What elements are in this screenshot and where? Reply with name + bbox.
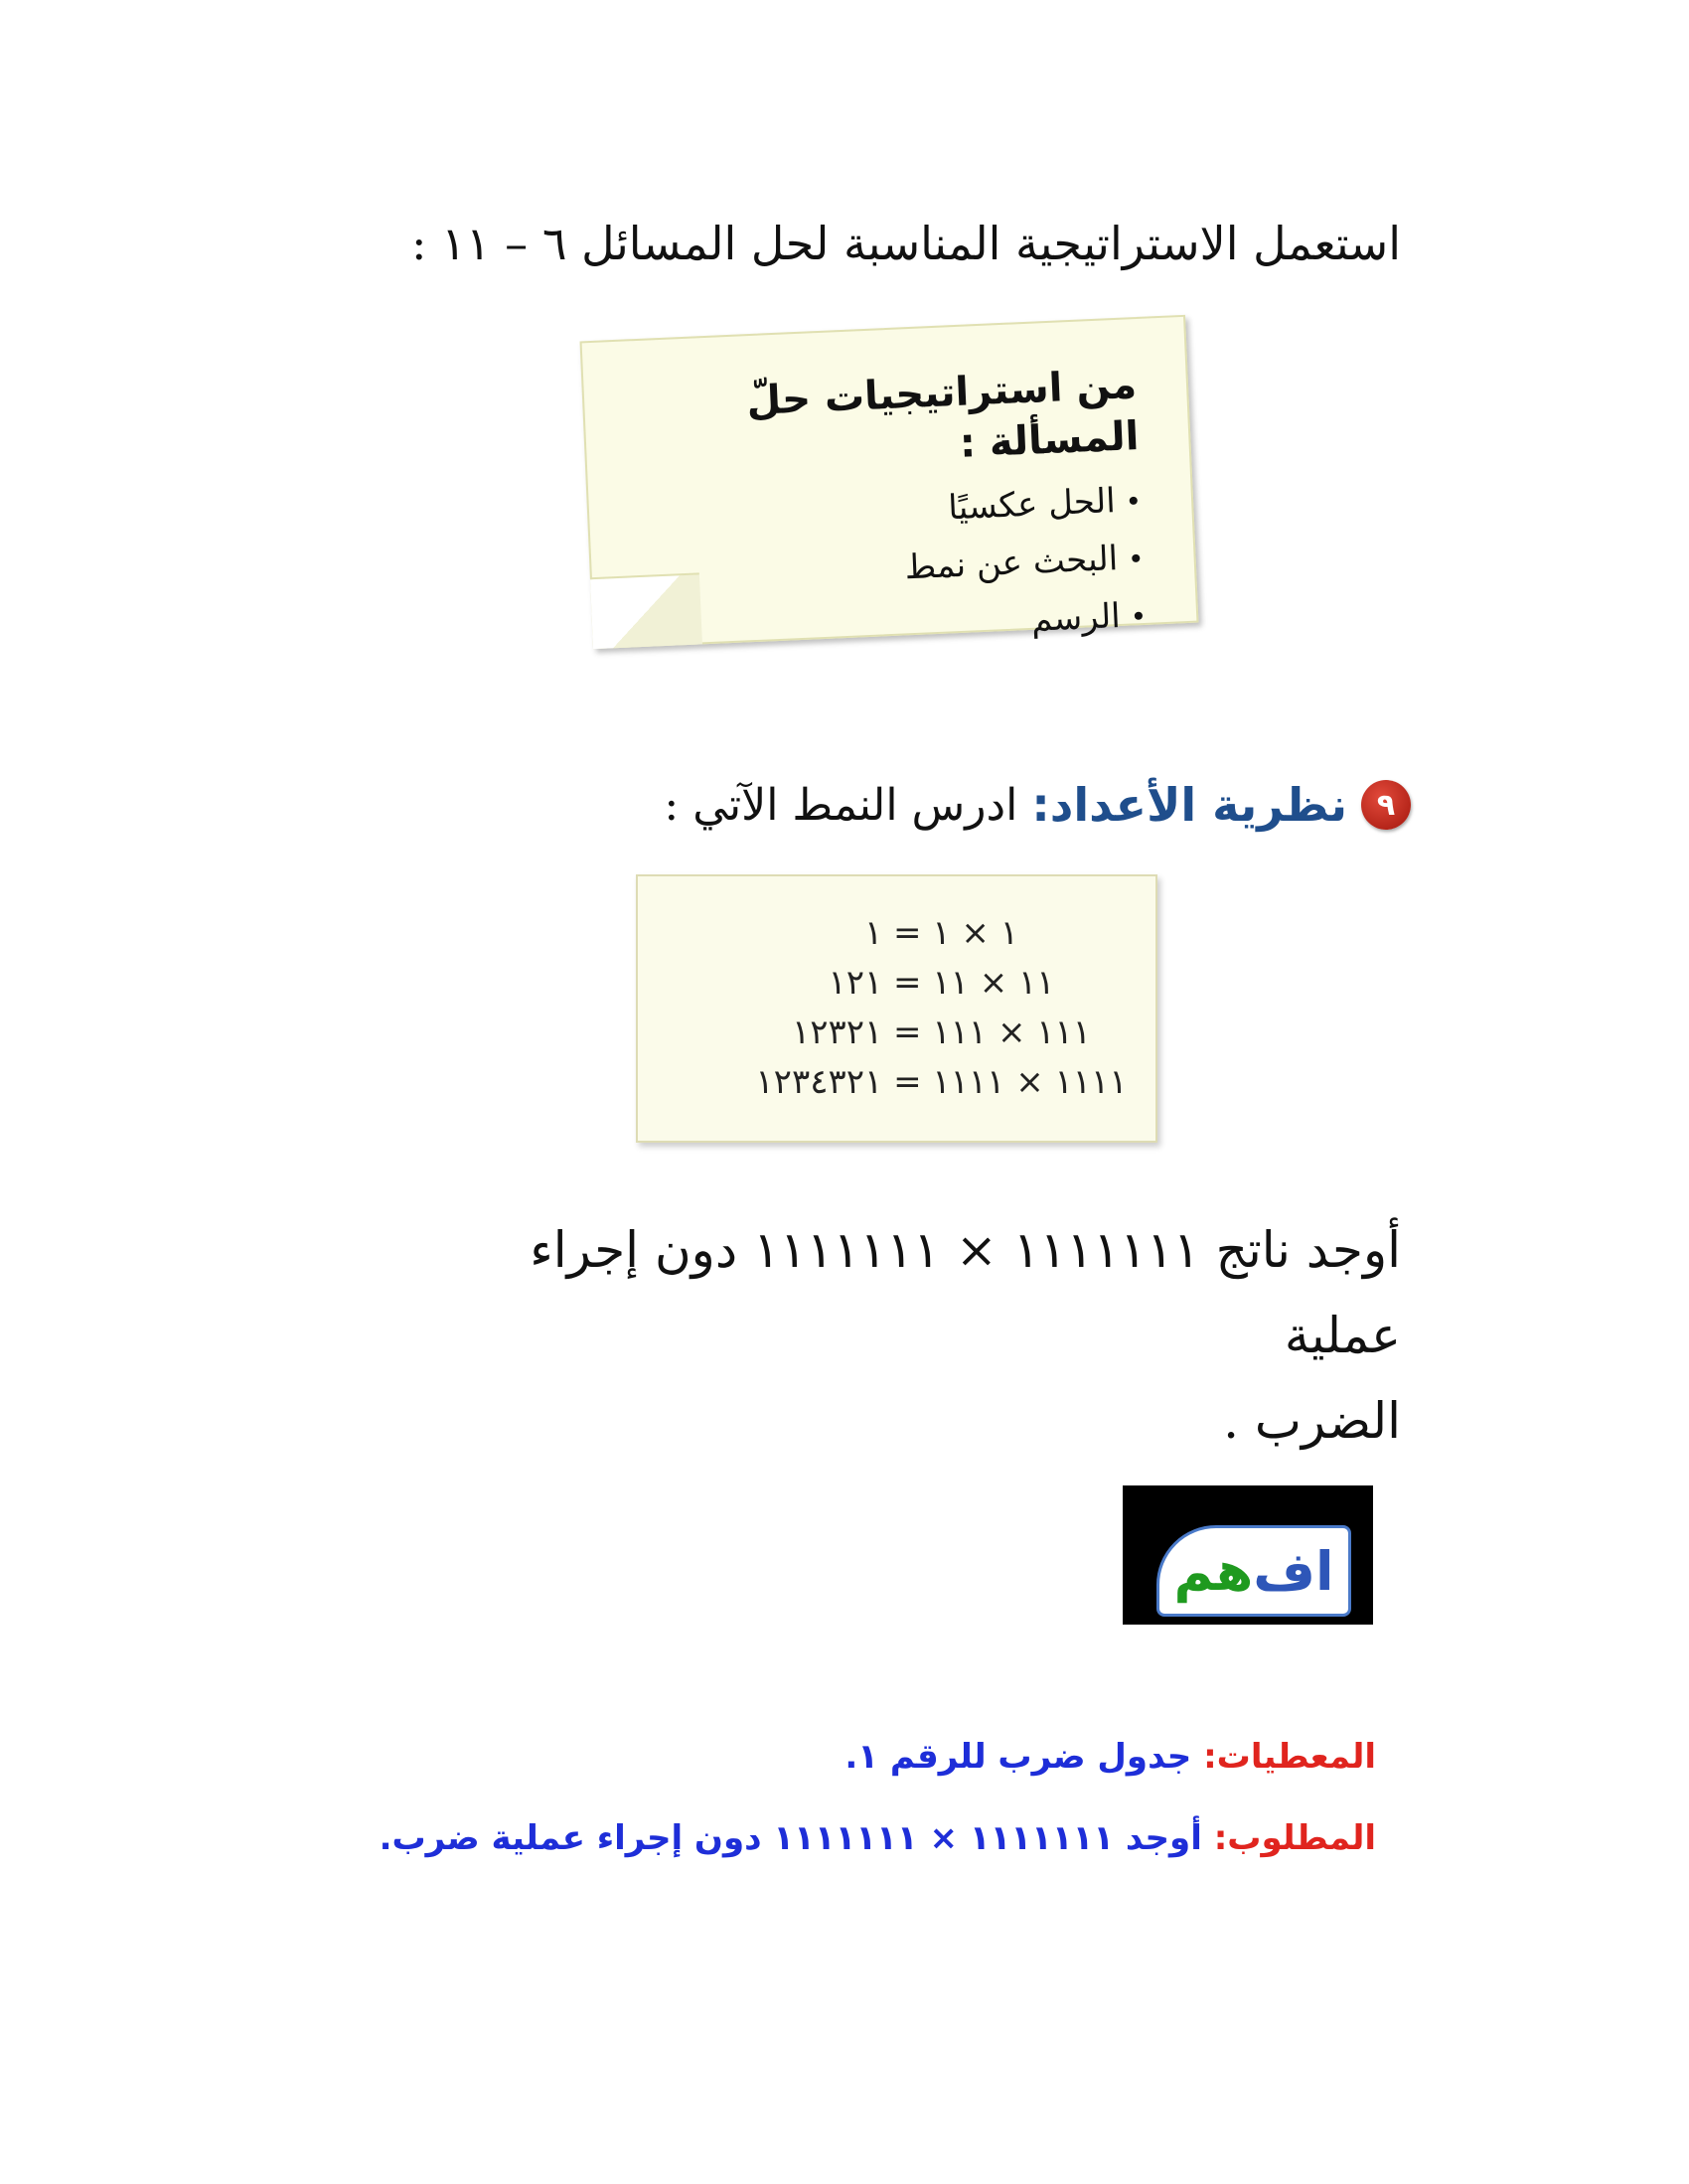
strategy-label: الرسم: [1030, 596, 1122, 640]
understand-logo: [1123, 1485, 1373, 1625]
strategies-note-card: [580, 315, 1199, 649]
pattern-row: ١١ × ١١ = ١٢١: [828, 963, 1055, 1003]
curled-corner-icon: [590, 572, 702, 649]
given-value: جدول ضرب للرقم ١.: [844, 1737, 1192, 1777]
pattern-box: [636, 874, 1157, 1143]
bullet-icon: •: [1124, 484, 1143, 519]
problem-header: [664, 770, 1411, 840]
problem-prompt: ادرس النمط الآتي :: [664, 779, 1018, 831]
problem-number-badge: ٩: [1361, 780, 1411, 830]
understand-logo-badge: [1156, 1525, 1351, 1617]
strategy-label: البحث عن نمط: [903, 539, 1119, 588]
given-line: [283, 1737, 1376, 1777]
pattern-row: ١١١١ × ١١١١ = ١٢٣٤٣٢١: [755, 1062, 1128, 1102]
bullet-icon: •: [1129, 599, 1148, 634]
understand-logo-part2: هم: [1173, 1539, 1254, 1603]
question-line-2: الضرب .: [1223, 1392, 1401, 1450]
strategy-label: الحل عكسيًا: [947, 481, 1117, 529]
problem-colon: :: [1031, 778, 1050, 832]
question-text: [407, 1207, 1401, 1464]
bullet-icon: •: [1127, 542, 1146, 576]
strategies-title: من استراتيجيات حلّ المسألة :: [745, 362, 1141, 467]
required-label: المطلوب:: [1213, 1818, 1376, 1858]
instruction-heading: استعمل الاستراتيجية المناسبة لحل المسائل ٦ – ١١ :: [411, 217, 1401, 270]
question-line-1: أوجد ناتج ١١١١١١١ × ١١١١١١١ دون إجراء عملية: [530, 1221, 1401, 1364]
required-value: أوجد ١١١١١١١ × ١١١١١١١ دون إجراء عملية ضرب.: [379, 1818, 1202, 1858]
required-line: [283, 1818, 1376, 1858]
pattern-row: ١١١ × ١١١ = ١٢٣٢١: [791, 1013, 1092, 1052]
problem-topic: نظرية الأعداد: [1049, 778, 1347, 832]
given-label: المعطيات:: [1203, 1737, 1376, 1777]
pattern-row: ١ × ١ = ١: [863, 913, 1018, 953]
understand-logo-part1: اف: [1253, 1539, 1334, 1603]
